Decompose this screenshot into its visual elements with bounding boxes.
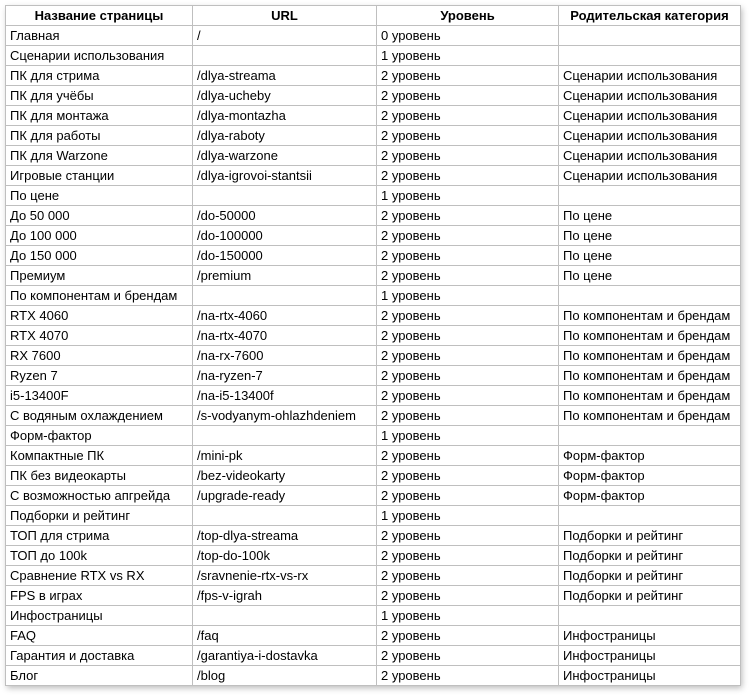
cell-level[interactable]: 1 уровень bbox=[377, 426, 559, 446]
table-row bbox=[6, 86, 741, 106]
cell-url[interactable] bbox=[193, 426, 377, 446]
cell-url[interactable]: /garantiya-i-dostavka bbox=[193, 646, 377, 666]
cell-url[interactable]: /do-50000 bbox=[193, 206, 377, 226]
cell-parent-category[interactable]: Сценарии использования bbox=[559, 106, 741, 126]
cell-parent-category[interactable]: По компонентам и брендам bbox=[559, 386, 741, 406]
cell-page-name[interactable]: ТОП до 100k bbox=[6, 546, 193, 566]
cell-parent-category[interactable]: Подборки и рейтинг bbox=[559, 546, 741, 566]
table-row bbox=[6, 46, 741, 66]
cell-level[interactable]: 0 уровень bbox=[377, 26, 559, 46]
cell-level[interactable]: 2 уровень bbox=[377, 546, 559, 566]
cell-level[interactable]: 1 уровень bbox=[377, 506, 559, 526]
cell-url[interactable]: /upgrade-ready bbox=[193, 486, 377, 506]
cell-page-name[interactable]: RX 7600 bbox=[6, 346, 193, 366]
table-row bbox=[6, 206, 741, 226]
table-row bbox=[6, 386, 741, 406]
cell-parent-category[interactable] bbox=[559, 26, 741, 46]
cell-url[interactable]: /sravnenie-rtx-vs-rx bbox=[193, 566, 377, 586]
table-row bbox=[6, 346, 741, 366]
table-row bbox=[6, 526, 741, 546]
cell-level[interactable]: 1 уровень bbox=[377, 606, 559, 626]
cell-parent-category[interactable]: По компонентам и брендам bbox=[559, 346, 741, 366]
cell-parent-category[interactable]: Подборки и рейтинг bbox=[559, 586, 741, 606]
table-row bbox=[6, 146, 741, 166]
cell-page-name[interactable]: FAQ bbox=[6, 626, 193, 646]
cell-level[interactable]: 2 уровень bbox=[377, 126, 559, 146]
cell-url[interactable]: /na-rtx-4070 bbox=[193, 326, 377, 346]
table-row bbox=[6, 466, 741, 486]
cell-url[interactable]: /top-do-100k bbox=[193, 546, 377, 566]
column-header-level[interactable]: Уровень bbox=[377, 6, 559, 26]
cell-parent-category[interactable]: Сценарии использования bbox=[559, 126, 741, 146]
cell-parent-category[interactable]: Подборки и рейтинг bbox=[559, 566, 741, 586]
cell-url[interactable]: / bbox=[193, 26, 377, 46]
table-body bbox=[6, 26, 741, 686]
cell-url[interactable]: /dlya-warzone bbox=[193, 146, 377, 166]
spreadsheet bbox=[5, 5, 740, 685]
table-row bbox=[6, 546, 741, 566]
cell-level[interactable]: 2 уровень bbox=[377, 246, 559, 266]
table-row bbox=[6, 226, 741, 246]
table-row bbox=[6, 246, 741, 266]
cell-url[interactable]: /bez-videokarty bbox=[193, 466, 377, 486]
cell-url[interactable]: /top-dlya-streama bbox=[193, 526, 377, 546]
cell-url[interactable]: /dlya-streama bbox=[193, 66, 377, 86]
table-row bbox=[6, 626, 741, 646]
table-row bbox=[6, 306, 741, 326]
cell-url[interactable]: /fps-v-igrah bbox=[193, 586, 377, 606]
cell-level[interactable]: 1 уровень bbox=[377, 186, 559, 206]
cell-level[interactable]: 2 уровень bbox=[377, 386, 559, 406]
cell-level[interactable]: 2 уровень bbox=[377, 226, 559, 246]
cell-page-name[interactable]: Главная bbox=[6, 26, 193, 46]
cell-page-name[interactable]: ПК для монтажа bbox=[6, 106, 193, 126]
cell-parent-category[interactable]: По цене bbox=[559, 206, 741, 226]
cell-page-name[interactable]: Игровые станции bbox=[6, 166, 193, 186]
table-row bbox=[6, 26, 741, 46]
table-row bbox=[6, 426, 741, 446]
cell-url[interactable]: /faq bbox=[193, 626, 377, 646]
table-row bbox=[6, 646, 741, 666]
cell-level[interactable]: 2 уровень bbox=[377, 526, 559, 546]
cell-page-name[interactable]: По цене bbox=[6, 186, 193, 206]
cell-level[interactable]: 1 уровень bbox=[377, 286, 559, 306]
cell-level[interactable]: 2 уровень bbox=[377, 206, 559, 226]
cell-url[interactable]: /premium bbox=[193, 266, 377, 286]
cell-level[interactable]: 2 уровень bbox=[377, 566, 559, 586]
cell-url[interactable] bbox=[193, 506, 377, 526]
cell-url[interactable]: /na-ryzen-7 bbox=[193, 366, 377, 386]
cell-url[interactable] bbox=[193, 186, 377, 206]
cell-parent-category[interactable] bbox=[559, 286, 741, 306]
cell-page-name[interactable]: С водяным охлаждением bbox=[6, 406, 193, 426]
column-header-url[interactable]: URL bbox=[193, 6, 377, 26]
table-row bbox=[6, 606, 741, 626]
cell-parent-category[interactable]: По компонентам и брендам bbox=[559, 406, 741, 426]
cell-parent-category[interactable]: Сценарии использования bbox=[559, 86, 741, 106]
table-row bbox=[6, 406, 741, 426]
cell-level[interactable]: 2 уровень bbox=[377, 626, 559, 646]
cell-level[interactable]: 2 уровень bbox=[377, 366, 559, 386]
cell-level[interactable]: 2 уровень bbox=[377, 66, 559, 86]
cell-level[interactable]: 2 уровень bbox=[377, 646, 559, 666]
cell-level[interactable]: 2 уровень bbox=[377, 326, 559, 346]
cell-level[interactable]: 2 уровень bbox=[377, 266, 559, 286]
cell-level[interactable]: 2 уровень bbox=[377, 586, 559, 606]
cell-parent-category[interactable] bbox=[559, 186, 741, 206]
cell-url[interactable] bbox=[193, 46, 377, 66]
cell-page-name[interactable]: i5-13400F bbox=[6, 386, 193, 406]
cell-page-name[interactable]: До 100 000 bbox=[6, 226, 193, 246]
cell-level[interactable]: 1 уровень bbox=[377, 46, 559, 66]
cell-page-name[interactable]: Форм-фактор bbox=[6, 426, 193, 446]
cell-page-name[interactable]: RTX 4070 bbox=[6, 326, 193, 346]
cell-level[interactable]: 2 уровень bbox=[377, 406, 559, 426]
column-header-page-name[interactable]: Название страницы bbox=[6, 6, 193, 26]
cell-parent-category[interactable] bbox=[559, 426, 741, 446]
cell-parent-category[interactable]: Инфостраницы bbox=[559, 666, 741, 686]
cell-url[interactable]: /dlya-raboty bbox=[193, 126, 377, 146]
table-row bbox=[6, 106, 741, 126]
cell-level[interactable]: 2 уровень bbox=[377, 466, 559, 486]
table-row bbox=[6, 666, 741, 686]
cell-page-name[interactable]: Премиум bbox=[6, 266, 193, 286]
cell-page-name[interactable]: Сравнение RTX vs RX bbox=[6, 566, 193, 586]
cell-parent-category[interactable] bbox=[559, 606, 741, 626]
cell-parent-category[interactable]: Сценарии использования bbox=[559, 166, 741, 186]
cell-parent-category[interactable] bbox=[559, 46, 741, 66]
table-row bbox=[6, 586, 741, 606]
cell-parent-category[interactable]: Инфостраницы bbox=[559, 626, 741, 646]
cell-page-name[interactable]: С возможностью апгрейда bbox=[6, 486, 193, 506]
cell-parent-category[interactable]: По компонентам и брендам bbox=[559, 306, 741, 326]
cell-level[interactable]: 2 уровень bbox=[377, 86, 559, 106]
cell-url[interactable]: /s-vodyanym-ohlazhdeniem bbox=[193, 406, 377, 426]
cell-level[interactable]: 2 уровень bbox=[377, 346, 559, 366]
table-row bbox=[6, 286, 741, 306]
cell-level[interactable]: 2 уровень bbox=[377, 446, 559, 466]
cell-parent-category[interactable]: По цене bbox=[559, 246, 741, 266]
cell-url[interactable]: /dlya-ucheby bbox=[193, 86, 377, 106]
cell-level[interactable]: 2 уровень bbox=[377, 486, 559, 506]
cell-page-name[interactable]: ПК для учёбы bbox=[6, 86, 193, 106]
cell-url[interactable] bbox=[193, 286, 377, 306]
cell-page-name[interactable]: RTX 4060 bbox=[6, 306, 193, 326]
cell-url[interactable]: /dlya-montazha bbox=[193, 106, 377, 126]
cell-url[interactable]: /na-rx-7600 bbox=[193, 346, 377, 366]
cell-page-name[interactable]: ПК для стрима bbox=[6, 66, 193, 86]
cell-url[interactable]: /do-150000 bbox=[193, 246, 377, 266]
cell-page-name[interactable]: Подборки и рейтинг bbox=[6, 506, 193, 526]
cell-page-name[interactable]: Ryzen 7 bbox=[6, 366, 193, 386]
cell-page-name[interactable]: По компонентам и брендам bbox=[6, 286, 193, 306]
column-header-parent-category[interactable]: Родительская категория bbox=[559, 6, 741, 26]
cell-parent-category[interactable]: Сценарии использования bbox=[559, 146, 741, 166]
cell-page-name[interactable]: До 50 000 bbox=[6, 206, 193, 226]
table-row bbox=[6, 446, 741, 466]
table-row bbox=[6, 186, 741, 206]
cell-page-name[interactable]: До 150 000 bbox=[6, 246, 193, 266]
cell-parent-category[interactable]: По цене bbox=[559, 226, 741, 246]
cell-level[interactable]: 2 уровень bbox=[377, 666, 559, 686]
cell-page-name[interactable]: Гарантия и доставка bbox=[6, 646, 193, 666]
table-row bbox=[6, 266, 741, 286]
cell-page-name[interactable]: Сценарии использования bbox=[6, 46, 193, 66]
cell-parent-category[interactable]: Форм-фактор bbox=[559, 446, 741, 466]
cell-page-name[interactable]: ПК для Warzone bbox=[6, 146, 193, 166]
cell-level[interactable]: 2 уровень bbox=[377, 306, 559, 326]
table-row bbox=[6, 566, 741, 586]
cell-url[interactable] bbox=[193, 606, 377, 626]
cell-page-name[interactable]: Компактные ПК bbox=[6, 446, 193, 466]
cell-level[interactable]: 2 уровень bbox=[377, 106, 559, 126]
cell-parent-category[interactable]: Форм-фактор bbox=[559, 486, 741, 506]
table-row bbox=[6, 166, 741, 186]
cell-page-name[interactable]: ПК для работы bbox=[6, 126, 193, 146]
table-row bbox=[6, 66, 741, 86]
table-row bbox=[6, 326, 741, 346]
cell-url[interactable]: /do-100000 bbox=[193, 226, 377, 246]
cell-parent-category[interactable]: Форм-фактор bbox=[559, 466, 741, 486]
cell-parent-category[interactable]: Инфостраницы bbox=[559, 646, 741, 666]
table-row bbox=[6, 126, 741, 146]
header-row bbox=[6, 6, 741, 26]
cell-page-name[interactable]: FPS в играх bbox=[6, 586, 193, 606]
cell-url[interactable]: /dlya-igrovoi-stantsii bbox=[193, 166, 377, 186]
table-row bbox=[6, 366, 741, 386]
cell-parent-category[interactable]: По компонентам и брендам bbox=[559, 326, 741, 346]
cell-parent-category[interactable]: Подборки и рейтинг bbox=[559, 526, 741, 546]
site-structure-table bbox=[5, 5, 741, 686]
cell-page-name[interactable]: Инфостраницы bbox=[6, 606, 193, 626]
table-row bbox=[6, 506, 741, 526]
cell-url[interactable]: /mini-pk bbox=[193, 446, 377, 466]
cell-url[interactable]: /na-i5-13400f bbox=[193, 386, 377, 406]
cell-level[interactable]: 2 уровень bbox=[377, 166, 559, 186]
cell-page-name[interactable]: ПК без видеокарты bbox=[6, 466, 193, 486]
table-row bbox=[6, 486, 741, 506]
cell-level[interactable]: 2 уровень bbox=[377, 146, 559, 166]
cell-url[interactable]: /na-rtx-4060 bbox=[193, 306, 377, 326]
cell-url[interactable]: /blog bbox=[193, 666, 377, 686]
cell-page-name[interactable]: ТОП для стрима bbox=[6, 526, 193, 546]
cell-parent-category[interactable]: По цене bbox=[559, 266, 741, 286]
cell-parent-category[interactable]: Сценарии использования bbox=[559, 66, 741, 86]
cell-parent-category[interactable]: По компонентам и брендам bbox=[559, 366, 741, 386]
cell-page-name[interactable]: Блог bbox=[6, 666, 193, 686]
cell-parent-category[interactable] bbox=[559, 506, 741, 526]
